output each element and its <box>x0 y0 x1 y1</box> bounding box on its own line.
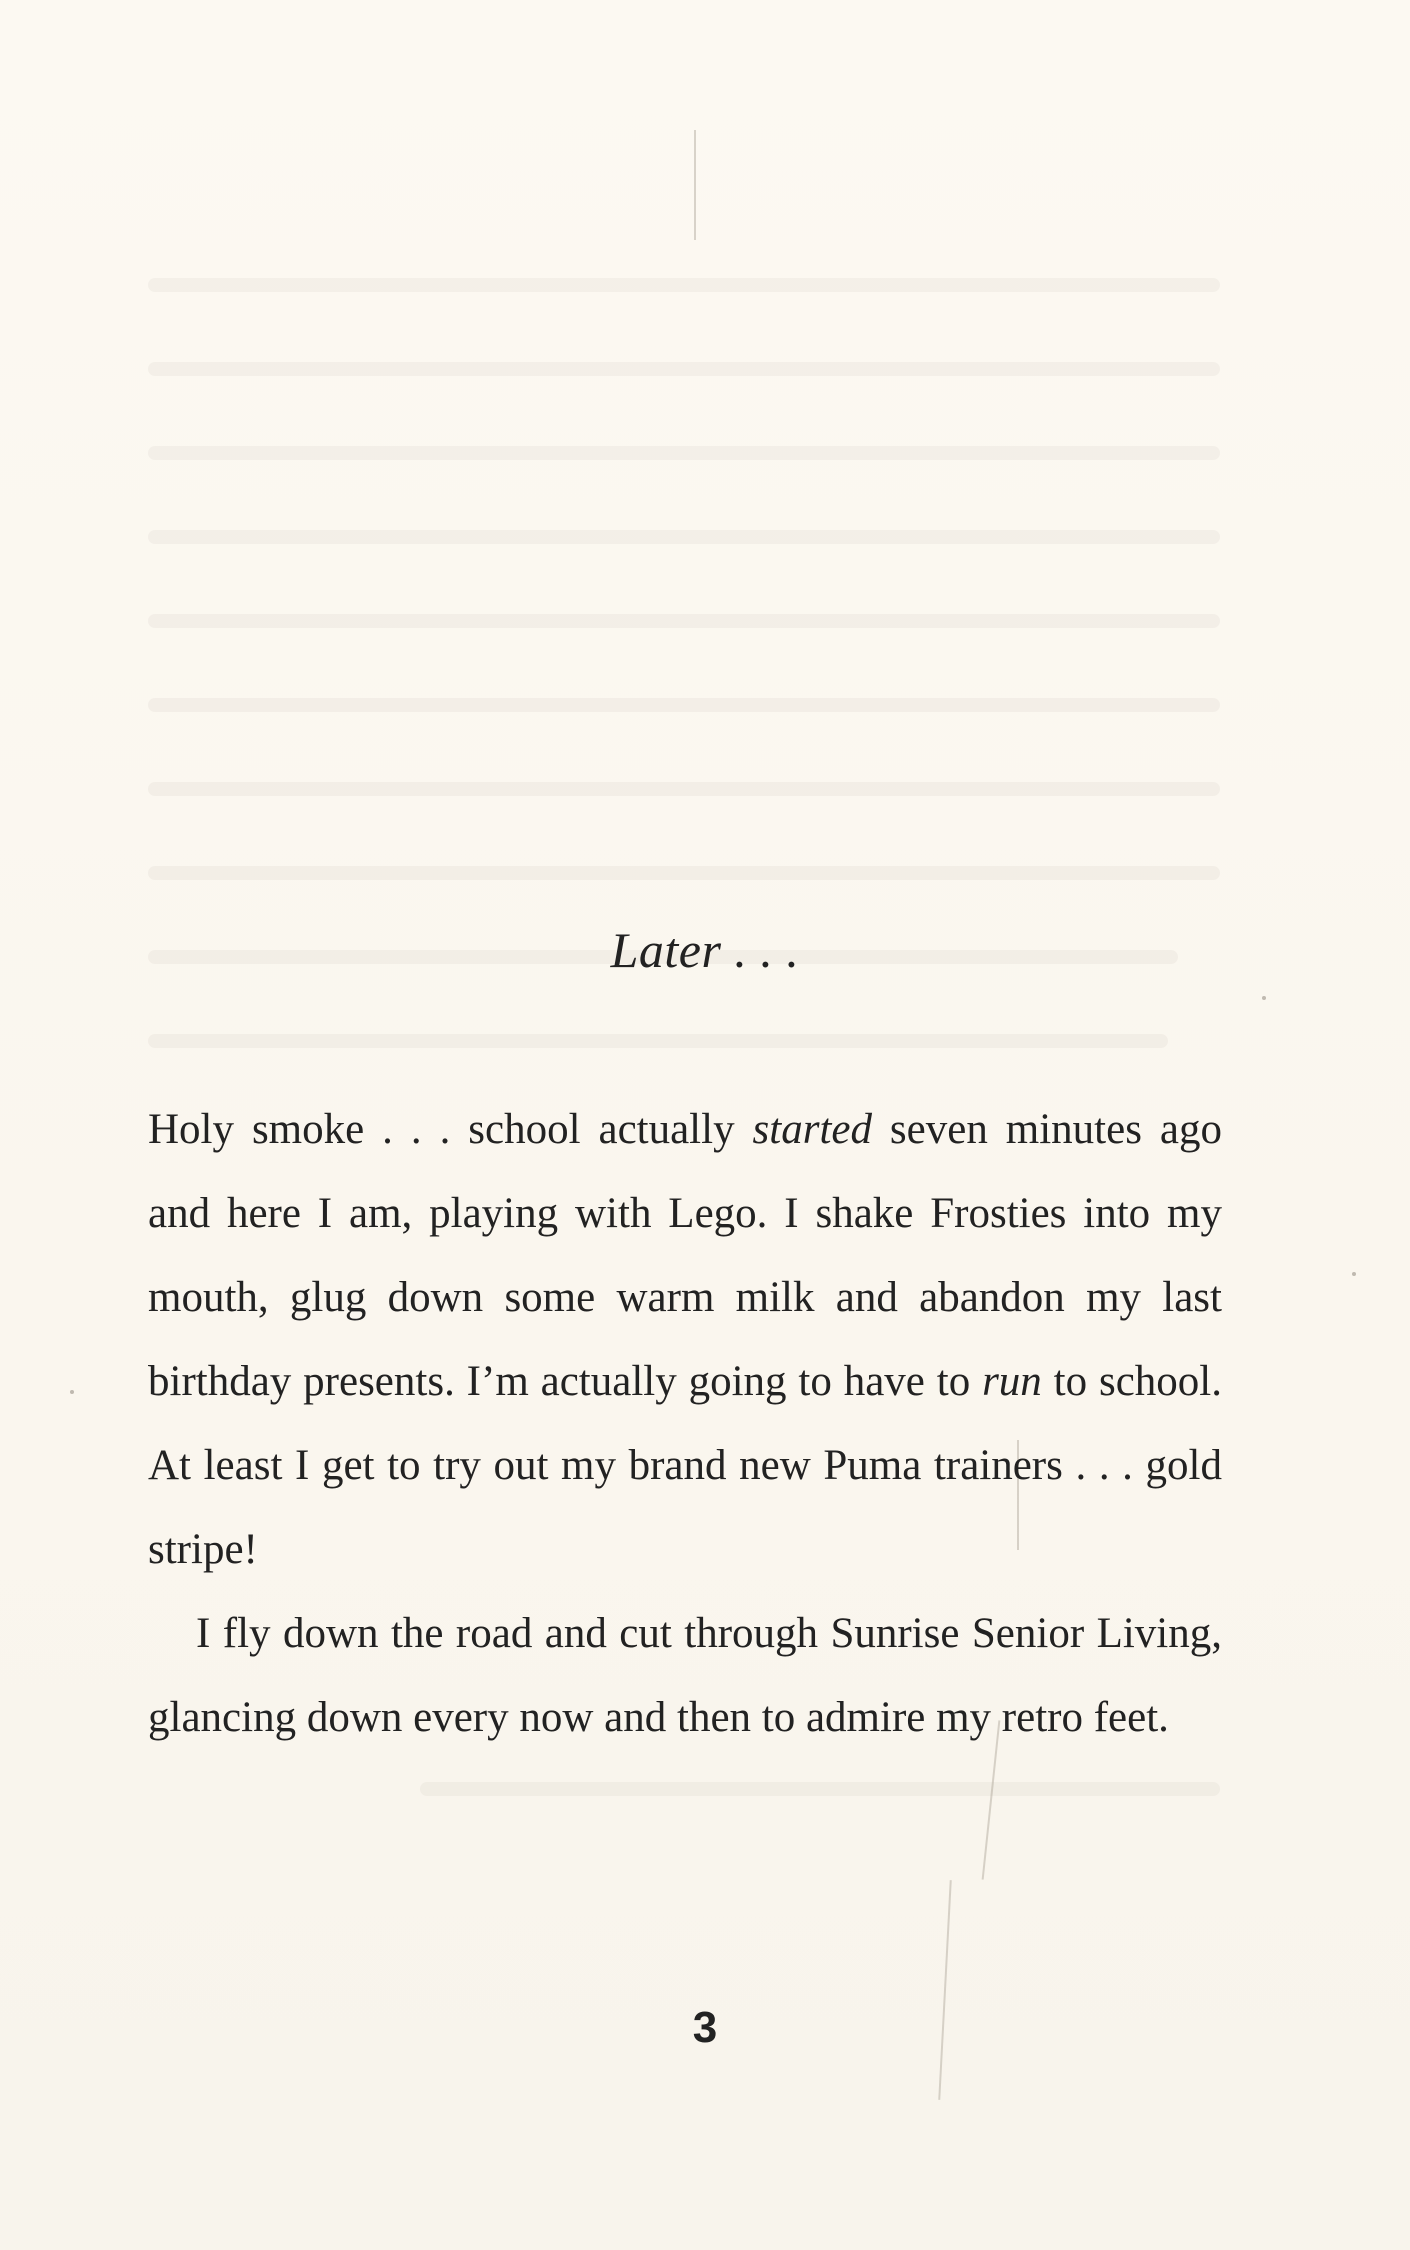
paper-speck <box>1352 1272 1356 1276</box>
paper-crease <box>694 130 696 240</box>
paper-speck <box>1262 996 1266 1000</box>
paragraph <box>148 1088 1222 1592</box>
paper-crease <box>938 1880 952 2100</box>
paragraph-text: to school. At least I get to try out my brand new Puma trainers . . . gold stripe! <box>148 1358 1222 1573</box>
paper-speck <box>70 1390 74 1394</box>
paragraph-text: seven minutes ago and here I am, playing with Lego. I shake Frosties into my mouth, glug down some warm milk and abandon my last birthday presents. I’m actually going to have to <box>148 1106 1222 1405</box>
emphasis-text: run <box>982 1358 1042 1405</box>
paragraph: I fly down the road and cut through Sunrise Senior Living, glancing down every now and then to admire my retro feet. <box>148 1610 1222 1741</box>
page-number: 3 <box>692 2003 718 2052</box>
emphasis-text: started <box>752 1106 872 1153</box>
section-heading: Later . . . <box>610 922 800 978</box>
body-text <box>148 1088 1222 1760</box>
paragraph-text: Holy smoke . . . school actually <box>148 1106 753 1153</box>
